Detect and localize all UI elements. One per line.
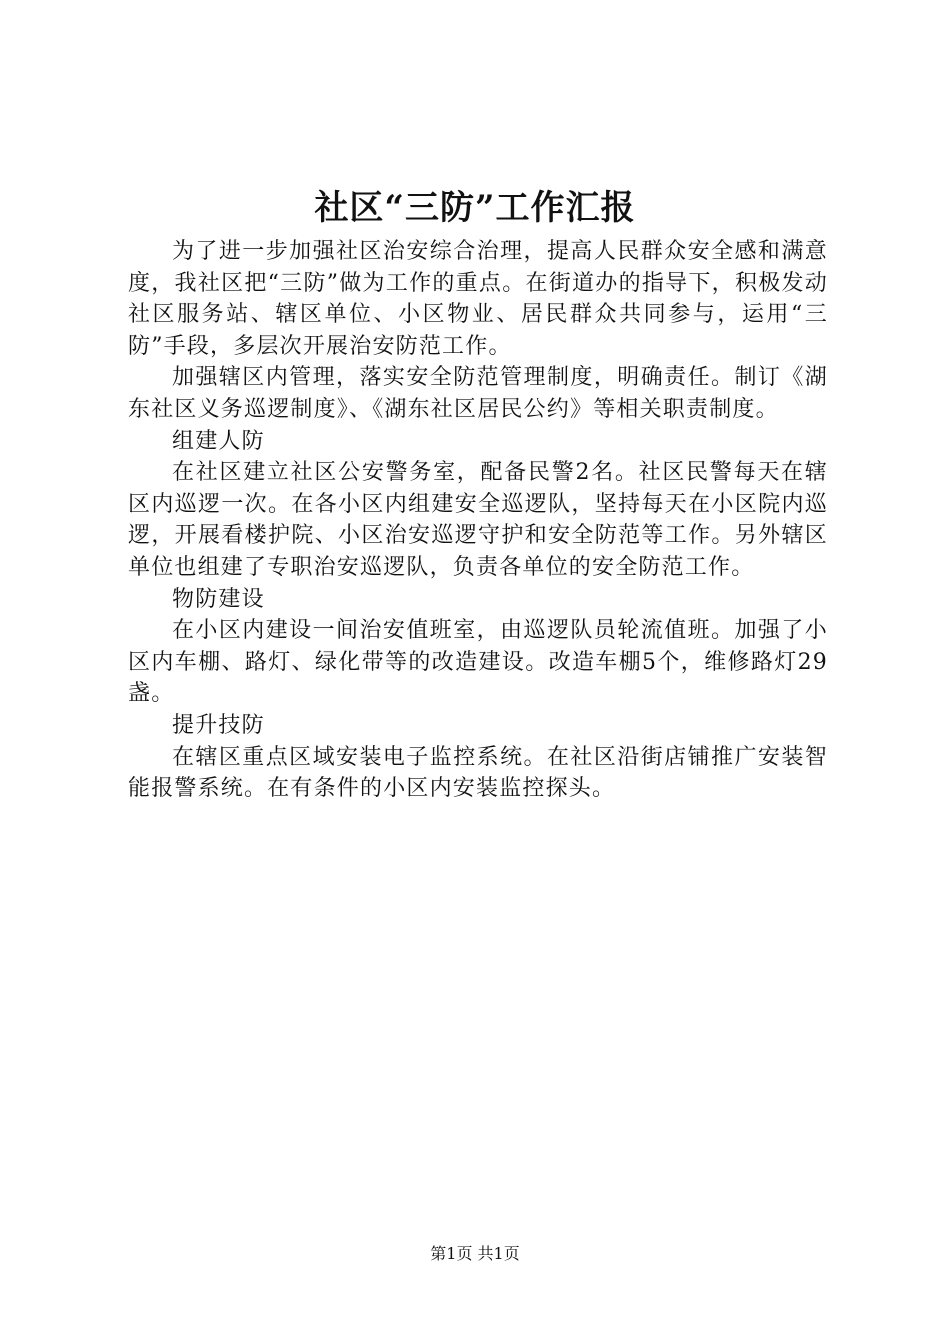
section-heading-human-defense: 组建人防: [172, 428, 265, 454]
section-heading-technical-defense: 提升技防: [172, 712, 265, 738]
paragraph-physical-defense: 在小区内建设一间治安值班室，由巡逻队员轮流值班。加强了小区内车棚、路灯、绿化带等的改造建设。改造车棚5个，维修路灯29盏。: [128, 618, 828, 707]
paragraph-intro: 为了进一步加强社区治安综合治理，提高人民群众安全感和满意度，我社区把“三防”做为工作的重点。在街道办的指导下，积极发动社区服务站、辖区单位、小区物业、居民群众共同参与，运用“三防”手段，多层次开展治安防范工作。: [128, 239, 828, 359]
document-body: [128, 236, 828, 805]
paragraph-human-defense: 在社区建立社区公安警务室，配备民警2名。社区民警每天在辖区内巡逻一次。在各小区内组建安全巡逻队，坚持每天在小区院内巡逻，开展看楼护院、小区治安巡逻守护和安全防范等工作。另外辖区单位也组建了专职治安巡逻队，负责各单位的安全防范工作。: [128, 460, 828, 580]
document-title: 社区“三防”工作汇报: [314, 188, 636, 228]
paragraph-technical-defense: 在辖区重点区域安装电子监控系统。在社区沿街店铺推广安装智能报警系统。在有条件的小区内安装监控探头。: [128, 744, 828, 802]
paragraph-management: 加强辖区内管理，落实安全防范管理制度，明确责任。制订《湖东社区义务巡逻制度》、《湖东社区居民公约》等相关职责制度。: [128, 365, 828, 422]
section-heading-physical-defense: 物防建设: [172, 586, 265, 612]
page-number-footer: 第1页 共1页: [430, 1244, 520, 1263]
